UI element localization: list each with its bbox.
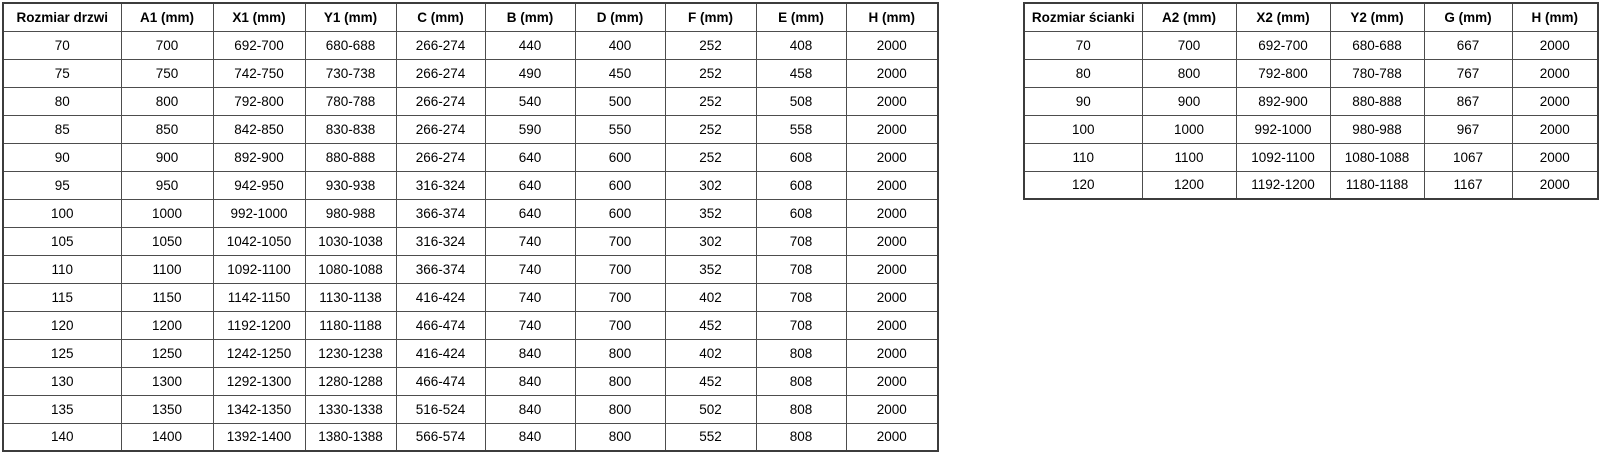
- size-cell: 130: [3, 367, 121, 395]
- table-row: [3, 199, 938, 227]
- value-cell: 608: [756, 199, 846, 227]
- header-row: [1024, 3, 1598, 31]
- size-cell: 110: [3, 255, 121, 283]
- value-cell: 440: [485, 31, 575, 59]
- header-cell: Rozmiar drzwi: [3, 3, 121, 31]
- value-cell: 900: [1142, 87, 1236, 115]
- value-cell: 700: [575, 227, 665, 255]
- size-cell: 95: [3, 171, 121, 199]
- value-cell: 590: [485, 115, 575, 143]
- value-cell: 1180-1188: [1330, 171, 1424, 199]
- value-cell: 608: [756, 171, 846, 199]
- value-cell: 780-788: [305, 87, 396, 115]
- value-cell: 1242-1250: [213, 339, 305, 367]
- table-row: [3, 395, 938, 423]
- value-cell: 552: [665, 423, 756, 451]
- value-cell: 892-900: [213, 143, 305, 171]
- value-cell: 800: [575, 367, 665, 395]
- value-cell: 600: [575, 199, 665, 227]
- value-cell: 252: [665, 115, 756, 143]
- value-cell: 1100: [121, 255, 213, 283]
- value-cell: 366-374: [396, 199, 485, 227]
- value-cell: 266-274: [396, 31, 485, 59]
- value-cell: 1250: [121, 339, 213, 367]
- value-cell: 692-700: [1236, 31, 1330, 59]
- value-cell: 252: [665, 87, 756, 115]
- header-cell: Y1 (mm): [305, 3, 396, 31]
- value-cell: 490: [485, 59, 575, 87]
- value-cell: 708: [756, 283, 846, 311]
- value-cell: 2000: [846, 143, 938, 171]
- value-cell: 600: [575, 143, 665, 171]
- table-row: [1024, 171, 1598, 199]
- header-cell: A2 (mm): [1142, 3, 1236, 31]
- header-cell: H (mm): [1512, 3, 1598, 31]
- value-cell: 800: [121, 87, 213, 115]
- value-cell: 792-800: [1236, 59, 1330, 87]
- header-cell: Y2 (mm): [1330, 3, 1424, 31]
- value-cell: 2000: [846, 423, 938, 451]
- value-cell: 850: [121, 115, 213, 143]
- size-cell: 100: [3, 199, 121, 227]
- table-row: [3, 143, 938, 171]
- value-cell: 740: [485, 311, 575, 339]
- value-cell: 992-1000: [213, 199, 305, 227]
- value-cell: 1167: [1424, 171, 1512, 199]
- value-cell: 680-688: [305, 31, 396, 59]
- value-cell: 1030-1038: [305, 227, 396, 255]
- value-cell: 566-574: [396, 423, 485, 451]
- value-cell: 2000: [846, 31, 938, 59]
- value-cell: 452: [665, 367, 756, 395]
- value-cell: 967: [1424, 115, 1512, 143]
- value-cell: 740: [485, 227, 575, 255]
- value-cell: 900: [121, 143, 213, 171]
- value-cell: 880-888: [1330, 87, 1424, 115]
- value-cell: 416-424: [396, 283, 485, 311]
- value-cell: 730-738: [305, 59, 396, 87]
- table-row: [3, 339, 938, 367]
- value-cell: 2000: [1512, 31, 1598, 59]
- value-cell: 692-700: [213, 31, 305, 59]
- value-cell: 1000: [1142, 115, 1236, 143]
- value-cell: 808: [756, 339, 846, 367]
- size-cell: 85: [3, 115, 121, 143]
- value-cell: 680-688: [1330, 31, 1424, 59]
- value-cell: 640: [485, 171, 575, 199]
- value-cell: 402: [665, 339, 756, 367]
- value-cell: 416-424: [396, 339, 485, 367]
- value-cell: 266-274: [396, 87, 485, 115]
- value-cell: 1200: [121, 311, 213, 339]
- header-cell: D (mm): [575, 3, 665, 31]
- value-cell: 1042-1050: [213, 227, 305, 255]
- value-cell: 767: [1424, 59, 1512, 87]
- value-cell: 1092-1100: [1236, 143, 1330, 171]
- header-cell: Rozmiar ścianki: [1024, 3, 1142, 31]
- table-row: [3, 423, 938, 451]
- table-row: [1024, 143, 1598, 171]
- door-size-table: [2, 2, 939, 452]
- value-cell: 840: [485, 395, 575, 423]
- table-row: [3, 255, 938, 283]
- size-cell: 70: [1024, 31, 1142, 59]
- value-cell: 302: [665, 227, 756, 255]
- value-cell: 1142-1150: [213, 283, 305, 311]
- header-cell: F (mm): [665, 3, 756, 31]
- value-cell: 252: [665, 59, 756, 87]
- value-cell: 792-800: [213, 87, 305, 115]
- value-cell: 408: [756, 31, 846, 59]
- size-cell: 120: [1024, 171, 1142, 199]
- size-cell: 115: [3, 283, 121, 311]
- value-cell: 266-274: [396, 59, 485, 87]
- value-cell: 2000: [1512, 87, 1598, 115]
- size-cell: 125: [3, 339, 121, 367]
- table-row: [3, 59, 938, 87]
- value-cell: 640: [485, 199, 575, 227]
- value-cell: 1350: [121, 395, 213, 423]
- value-cell: 950: [121, 171, 213, 199]
- value-cell: 1230-1238: [305, 339, 396, 367]
- value-cell: 1067: [1424, 143, 1512, 171]
- value-cell: 2000: [846, 367, 938, 395]
- header-cell: X1 (mm): [213, 3, 305, 31]
- value-cell: 842-850: [213, 115, 305, 143]
- value-cell: 892-900: [1236, 87, 1330, 115]
- size-cell: 70: [3, 31, 121, 59]
- size-cell: 75: [3, 59, 121, 87]
- value-cell: 742-750: [213, 59, 305, 87]
- table-row: [3, 31, 938, 59]
- value-cell: 800: [575, 339, 665, 367]
- value-cell: 352: [665, 255, 756, 283]
- value-cell: 540: [485, 87, 575, 115]
- value-cell: 2000: [846, 115, 938, 143]
- value-cell: 1392-1400: [213, 423, 305, 451]
- value-cell: 1100: [1142, 143, 1236, 171]
- value-cell: 550: [575, 115, 665, 143]
- size-cell: 140: [3, 423, 121, 451]
- value-cell: 400: [575, 31, 665, 59]
- header-row: [3, 3, 938, 31]
- value-cell: 1380-1388: [305, 423, 396, 451]
- value-cell: 1292-1300: [213, 367, 305, 395]
- value-cell: 992-1000: [1236, 115, 1330, 143]
- value-cell: 402: [665, 283, 756, 311]
- value-cell: 2000: [1512, 115, 1598, 143]
- value-cell: 1080-1088: [1330, 143, 1424, 171]
- value-cell: 1400: [121, 423, 213, 451]
- value-cell: 252: [665, 143, 756, 171]
- table-row: [3, 87, 938, 115]
- value-cell: 450: [575, 59, 665, 87]
- value-cell: 708: [756, 311, 846, 339]
- value-cell: 1130-1138: [305, 283, 396, 311]
- table-row: [1024, 115, 1598, 143]
- value-cell: 2000: [1512, 143, 1598, 171]
- value-cell: 2000: [846, 339, 938, 367]
- value-cell: 508: [756, 87, 846, 115]
- value-cell: 780-788: [1330, 59, 1424, 87]
- size-cell: 135: [3, 395, 121, 423]
- value-cell: 840: [485, 367, 575, 395]
- value-cell: 1342-1350: [213, 395, 305, 423]
- value-cell: 700: [575, 283, 665, 311]
- value-cell: 740: [485, 255, 575, 283]
- wall-size-table: [1023, 2, 1599, 200]
- value-cell: 830-838: [305, 115, 396, 143]
- table-row: [3, 227, 938, 255]
- value-cell: 1330-1338: [305, 395, 396, 423]
- value-cell: 302: [665, 171, 756, 199]
- value-cell: 808: [756, 423, 846, 451]
- value-cell: 2000: [1512, 171, 1598, 199]
- value-cell: 352: [665, 199, 756, 227]
- size-cell: 90: [1024, 87, 1142, 115]
- size-cell: 100: [1024, 115, 1142, 143]
- value-cell: 667: [1424, 31, 1512, 59]
- value-cell: 700: [575, 255, 665, 283]
- table-row: [3, 115, 938, 143]
- value-cell: 608: [756, 143, 846, 171]
- value-cell: 640: [485, 143, 575, 171]
- value-cell: 2000: [846, 227, 938, 255]
- value-cell: 808: [756, 395, 846, 423]
- value-cell: 708: [756, 255, 846, 283]
- table-row: [3, 283, 938, 311]
- value-cell: 366-374: [396, 255, 485, 283]
- value-cell: 266-274: [396, 143, 485, 171]
- table-row: [1024, 87, 1598, 115]
- value-cell: 252: [665, 31, 756, 59]
- value-cell: 800: [575, 395, 665, 423]
- size-cell: 90: [3, 143, 121, 171]
- header-cell: C (mm): [396, 3, 485, 31]
- value-cell: 867: [1424, 87, 1512, 115]
- value-cell: 740: [485, 283, 575, 311]
- value-cell: 2000: [1512, 59, 1598, 87]
- value-cell: 800: [575, 423, 665, 451]
- value-cell: 500: [575, 87, 665, 115]
- value-cell: 452: [665, 311, 756, 339]
- value-cell: 930-938: [305, 171, 396, 199]
- size-cell: 80: [1024, 59, 1142, 87]
- value-cell: 840: [485, 339, 575, 367]
- value-cell: 700: [121, 31, 213, 59]
- value-cell: 700: [575, 311, 665, 339]
- value-cell: 840: [485, 423, 575, 451]
- header-cell: E (mm): [756, 3, 846, 31]
- value-cell: 266-274: [396, 115, 485, 143]
- value-cell: 2000: [846, 59, 938, 87]
- value-cell: 2000: [846, 87, 938, 115]
- value-cell: 942-950: [213, 171, 305, 199]
- value-cell: 1050: [121, 227, 213, 255]
- value-cell: 2000: [846, 199, 938, 227]
- value-cell: 1192-1200: [1236, 171, 1330, 199]
- size-cell: 110: [1024, 143, 1142, 171]
- value-cell: 980-988: [305, 199, 396, 227]
- value-cell: 980-988: [1330, 115, 1424, 143]
- value-cell: 808: [756, 367, 846, 395]
- header-cell: H (mm): [846, 3, 938, 31]
- table-row: [3, 311, 938, 339]
- value-cell: 466-474: [396, 367, 485, 395]
- value-cell: 1280-1288: [305, 367, 396, 395]
- value-cell: 516-524: [396, 395, 485, 423]
- value-cell: 2000: [846, 311, 938, 339]
- value-cell: 2000: [846, 395, 938, 423]
- value-cell: 750: [121, 59, 213, 87]
- header-cell: G (mm): [1424, 3, 1512, 31]
- value-cell: 700: [1142, 31, 1236, 59]
- table-row: [3, 367, 938, 395]
- value-cell: 2000: [846, 255, 938, 283]
- header-cell: B (mm): [485, 3, 575, 31]
- value-cell: 1192-1200: [213, 311, 305, 339]
- value-cell: 1180-1188: [305, 311, 396, 339]
- size-cell: 80: [3, 87, 121, 115]
- value-cell: 1000: [121, 199, 213, 227]
- value-cell: 800: [1142, 59, 1236, 87]
- value-cell: 558: [756, 115, 846, 143]
- value-cell: 1080-1088: [305, 255, 396, 283]
- size-cell: 105: [3, 227, 121, 255]
- header-cell: X2 (mm): [1236, 3, 1330, 31]
- value-cell: 1150: [121, 283, 213, 311]
- value-cell: 1300: [121, 367, 213, 395]
- value-cell: 1200: [1142, 171, 1236, 199]
- value-cell: 502: [665, 395, 756, 423]
- table-row: [3, 171, 938, 199]
- value-cell: 880-888: [305, 143, 396, 171]
- value-cell: 316-324: [396, 227, 485, 255]
- value-cell: 600: [575, 171, 665, 199]
- value-cell: 1092-1100: [213, 255, 305, 283]
- table-row: [1024, 31, 1598, 59]
- value-cell: 2000: [846, 171, 938, 199]
- value-cell: 316-324: [396, 171, 485, 199]
- header-cell: A1 (mm): [121, 3, 213, 31]
- size-cell: 120: [3, 311, 121, 339]
- table-row: [1024, 59, 1598, 87]
- value-cell: 2000: [846, 283, 938, 311]
- value-cell: 458: [756, 59, 846, 87]
- value-cell: 708: [756, 227, 846, 255]
- value-cell: 466-474: [396, 311, 485, 339]
